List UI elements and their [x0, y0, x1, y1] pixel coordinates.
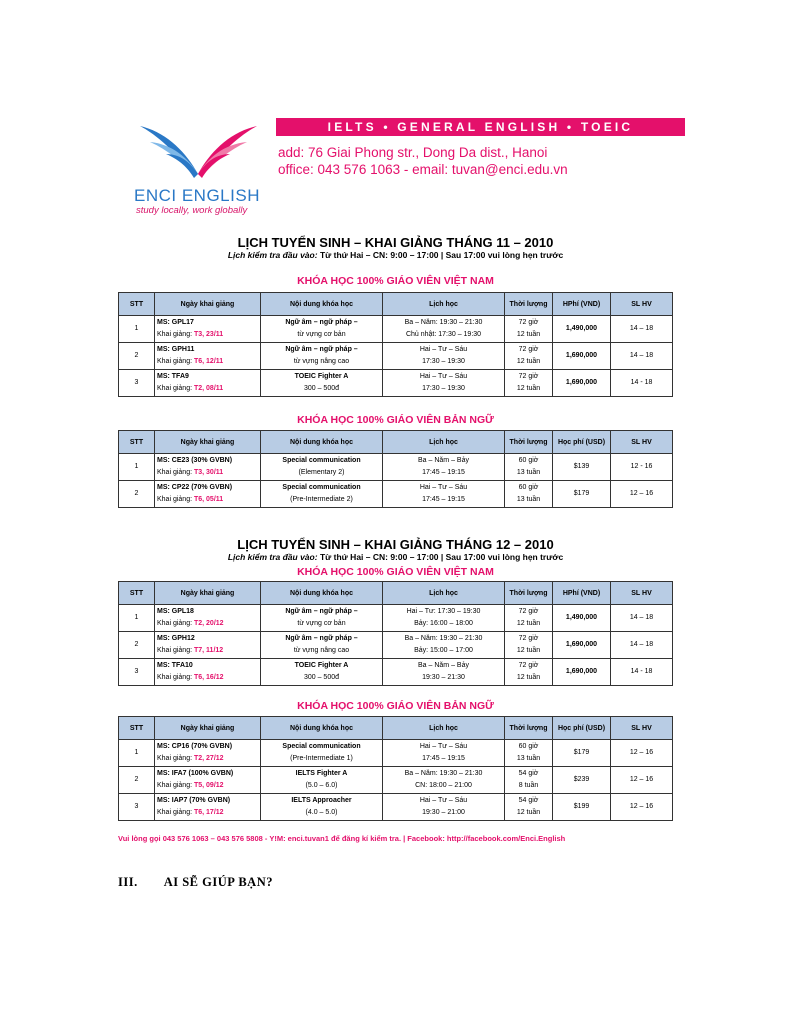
column-header: Thời lượng: [505, 717, 553, 740]
column-header: STT: [119, 293, 155, 316]
class-size: 12 - 16: [611, 454, 673, 481]
duration: 72 giờ 12 tuần: [505, 632, 553, 659]
start-info: [155, 767, 261, 794]
start-info: [155, 481, 261, 508]
duration: 72 giờ 12 tuần: [505, 370, 553, 397]
start-date: Khai giảng: T3, 23/11: [157, 331, 224, 338]
table-header-row: [119, 582, 673, 605]
dec-subtitle: Lịch kiểm tra đầu vào: Từ thứ Hai – CN: 9:00 – 17:00 | Sau 17:00 vui lòng hẹn trước: [227, 552, 564, 562]
schedule: Ba – Năm – Bảy 17:45 – 19:15: [383, 454, 505, 481]
class-size: 12 – 16: [611, 794, 673, 821]
schedule: Hai – Tư – Sáu 17:45 – 19:15: [383, 740, 505, 767]
address-line: add: 76 Giai Phong str., Dong Da dist., Hanoi: [278, 145, 548, 160]
start-date: Khai giảng: T2, 08/11: [157, 385, 224, 392]
course-code: MS: GPL17: [157, 319, 194, 326]
schedule: Ba – Năm: 19:30 – 21:30 CN: 18:00 – 21:00: [383, 767, 505, 794]
nov-fn-table: [118, 430, 673, 508]
start-date: Khai giảng: T6, 12/11: [157, 358, 224, 365]
start-info: [155, 316, 261, 343]
duration: 60 giờ 13 tuần: [505, 481, 553, 508]
course-content: Ngữ âm – ngữ pháp – từ vựng nâng cao: [261, 632, 383, 659]
class-size: 14 - 18: [611, 659, 673, 686]
start-date: Khai giảng: T5, 09/12: [157, 782, 224, 789]
column-header: Thời lượng: [505, 431, 553, 454]
column-header: Lịch học: [383, 582, 505, 605]
dec-vn-heading: KHÓA HỌC 100% GIÁO VIÊN VIỆT NAM: [297, 566, 494, 578]
start-info: [155, 370, 261, 397]
nov-title: LỊCH TUYỂN SINH – KHAI GIẢNG THÁNG 11 – 2010: [237, 235, 554, 250]
duration: 72 giờ 12 tuần: [505, 343, 553, 370]
row-number: 1: [119, 605, 155, 632]
course-code: MS: CP22 (70% GVBN): [157, 484, 233, 491]
course-content: Special communication (Elementary 2): [261, 454, 383, 481]
row-number: 3: [119, 794, 155, 821]
course-code: MS: CP16 (70% GVBN): [157, 743, 233, 750]
dec-fn-heading: KHÓA HỌC 100% GIÁO VIÊN BẢN NGỮ: [297, 700, 494, 712]
row-number: 1: [119, 316, 155, 343]
enci-logo-icon: [136, 112, 261, 184]
class-size: 14 - 18: [611, 370, 673, 397]
table-header-row: [119, 431, 673, 454]
office-line: office: 043 576 1063 - email: tuvan@enci.edu.vn: [278, 162, 568, 177]
row-number: 2: [119, 481, 155, 508]
start-info: [155, 454, 261, 481]
nov-fn-heading: KHÓA HỌC 100% GIÁO VIÊN BẢN NGỮ: [297, 414, 494, 426]
table-row: [119, 605, 673, 632]
tuition-fee: $139: [553, 454, 611, 481]
start-date: Khai giảng: T2, 20/12: [157, 620, 224, 627]
duration: 72 giờ 12 tuần: [505, 605, 553, 632]
course-code: MS: TFA9: [157, 373, 189, 380]
table-row: [119, 343, 673, 370]
duration: 60 giờ 13 tuần: [505, 454, 553, 481]
schedule: Ba – Năm – Bảy 19:30 – 21:30: [383, 659, 505, 686]
course-code: MS: TFA10: [157, 662, 193, 669]
column-header: SL HV: [611, 717, 673, 740]
row-number: 1: [119, 740, 155, 767]
column-header: HPhí (VND): [553, 582, 611, 605]
column-header: STT: [119, 582, 155, 605]
column-header: SL HV: [611, 431, 673, 454]
course-content: Special communication (Pre-Intermediate 1): [261, 740, 383, 767]
table-row: [119, 316, 673, 343]
table-row: [119, 740, 673, 767]
duration: 54 giờ 8 tuần: [505, 767, 553, 794]
schedule: Ba – Năm: 19:30 – 21:30 Chủ nhật: 17:30 – 19:30: [383, 316, 505, 343]
nov-vn-table: [118, 292, 673, 397]
column-header: Nội dung khóa học: [261, 293, 383, 316]
schedule: Hai – Tư – Sáu 17:45 – 19:15: [383, 481, 505, 508]
logo-name: ENCI ENGLISH: [134, 186, 260, 205]
row-number: 2: [119, 343, 155, 370]
start-date: Khai giảng: T6, 16/12: [157, 674, 224, 681]
start-date: Khai giảng: T2, 27/12: [157, 755, 224, 762]
class-size: 14 – 18: [611, 316, 673, 343]
column-header: Lịch học: [383, 293, 505, 316]
column-header: Ngày khai giảng: [155, 582, 261, 605]
tuition-fee: $179: [553, 740, 611, 767]
course-content: Ngữ âm – ngữ pháp – từ vựng cơ bản: [261, 316, 383, 343]
start-date: Khai giảng: T6, 05/11: [157, 496, 224, 503]
start-date: Khai giảng: T7, 11/12: [157, 647, 224, 654]
class-size: 12 – 16: [611, 767, 673, 794]
tuition-fee: 1,490,000: [553, 605, 611, 632]
start-info: [155, 740, 261, 767]
table-row: [119, 767, 673, 794]
class-size: 14 – 18: [611, 343, 673, 370]
schedule: Hai – Tư – Sáu 17:30 – 19:30: [383, 343, 505, 370]
column-header: STT: [119, 431, 155, 454]
column-header: Học phí (USD): [553, 717, 611, 740]
column-header: STT: [119, 717, 155, 740]
tuition-fee: 1,690,000: [553, 659, 611, 686]
start-info: [155, 659, 261, 686]
course-code: MS: IFA7 (100% GVBN): [157, 770, 234, 777]
column-header: Nội dung khóa học: [261, 431, 383, 454]
schedule: Hai – Tư: 17:30 – 19:30 Bảy: 16:00 – 18:00: [383, 605, 505, 632]
duration: 72 giờ 12 tuần: [505, 316, 553, 343]
start-info: [155, 605, 261, 632]
course-content: Special communication (Pre-Intermediate 2): [261, 481, 383, 508]
table-row: [119, 659, 673, 686]
class-size: 14 – 18: [611, 632, 673, 659]
schedule: Hai – Tư – Sáu 19:30 – 21:00: [383, 794, 505, 821]
column-header: SL HV: [611, 293, 673, 316]
course-content: Ngữ âm – ngữ pháp – từ vựng nâng cao: [261, 343, 383, 370]
table-row: [119, 481, 673, 508]
start-info: [155, 794, 261, 821]
course-content: TOEIC Fighter A 300 – 500đ: [261, 370, 383, 397]
column-header: Ngày khai giảng: [155, 717, 261, 740]
course-code: MS: IAP7 (70% GVBN): [157, 797, 231, 804]
tuition-fee: $199: [553, 794, 611, 821]
course-content: IELTS Fighter A (5.0 – 6.0): [261, 767, 383, 794]
column-header: Học phí (USD): [553, 431, 611, 454]
column-header: Nội dung khóa học: [261, 717, 383, 740]
schedule: Ba – Năm: 19:30 – 21:30 Bảy: 15:00 – 17:00: [383, 632, 505, 659]
table-row: [119, 454, 673, 481]
dec-fn-table: [118, 716, 673, 821]
column-header: Nội dung khóa học: [261, 582, 383, 605]
duration: 60 giờ 13 tuần: [505, 740, 553, 767]
column-header: Thời lượng: [505, 582, 553, 605]
start-date: Khai giảng: T6, 17/12: [157, 809, 224, 816]
dec-vn-table: [118, 581, 673, 686]
column-header: Thời lượng: [505, 293, 553, 316]
table-row: [119, 632, 673, 659]
course-content: IELTS Approacher (4.0 – 5.0): [261, 794, 383, 821]
row-number: 1: [119, 454, 155, 481]
class-size: 14 – 18: [611, 605, 673, 632]
column-header: Lịch học: [383, 431, 505, 454]
class-size: 12 – 16: [611, 481, 673, 508]
course-content: TOEIC Fighter A 300 – 500đ: [261, 659, 383, 686]
start-info: [155, 343, 261, 370]
table-header-row: [119, 293, 673, 316]
tuition-fee: $179: [553, 481, 611, 508]
start-date: Khai giảng: T3, 30/11: [157, 469, 224, 476]
schedule: Hai – Tư – Sáu 17:30 – 19:30: [383, 370, 505, 397]
footer-contact: Vui lòng gọi 043 576 1063 – 043 576 5808 - Y!M: enci.tuvan1 để đăng kí kiểm tra. | Facebook: http://facebook.com/Enci.English: [118, 834, 566, 843]
table-row: [119, 794, 673, 821]
table-row: [119, 370, 673, 397]
tuition-fee: 1,690,000: [553, 370, 611, 397]
course-code: MS: GPH11: [157, 346, 195, 353]
nov-subtitle: Lịch kiểm tra đầu vào: Từ thứ Hai – CN: 9:00 – 17:00 | Sau 17:00 vui lòng hẹn trước: [227, 250, 564, 260]
row-number: 3: [119, 370, 155, 397]
tuition-fee: 1,690,000: [553, 343, 611, 370]
tuition-fee: 1,690,000: [553, 632, 611, 659]
duration: 72 giờ 12 tuần: [505, 659, 553, 686]
dec-title: LỊCH TUYỂN SINH – KHAI GIẢNG THÁNG 12 – 2010: [237, 537, 554, 552]
row-number: 2: [119, 767, 155, 794]
table-header-row: [119, 717, 673, 740]
column-header: Lịch học: [383, 717, 505, 740]
class-size: 12 – 16: [611, 740, 673, 767]
column-header: HPhí (VND): [553, 293, 611, 316]
course-code: MS: GPL18: [157, 608, 194, 615]
course-code: MS: GPH12: [157, 635, 195, 642]
tuition-fee: 1,490,000: [553, 316, 611, 343]
column-header: Ngày khai giảng: [155, 431, 261, 454]
duration: 54 giờ 12 tuần: [505, 794, 553, 821]
section-heading: III. AI SẼ GIÚP BẠN?: [118, 875, 273, 889]
column-header: SL HV: [611, 582, 673, 605]
course-content: Ngữ âm – ngữ pháp – từ vựng cơ bản: [261, 605, 383, 632]
tuition-fee: $239: [553, 767, 611, 794]
program-banner: IELTS • GENERAL ENGLISH • TOEIC: [276, 118, 685, 136]
start-info: [155, 632, 261, 659]
row-number: 2: [119, 632, 155, 659]
row-number: 3: [119, 659, 155, 686]
course-code: MS: CE23 (30% GVBN): [157, 457, 233, 464]
logo-tagline: study locally, work globally: [136, 205, 248, 216]
column-header: Ngày khai giảng: [155, 293, 261, 316]
nov-vn-heading: KHÓA HỌC 100% GIÁO VIÊN VIỆT NAM: [297, 275, 494, 287]
